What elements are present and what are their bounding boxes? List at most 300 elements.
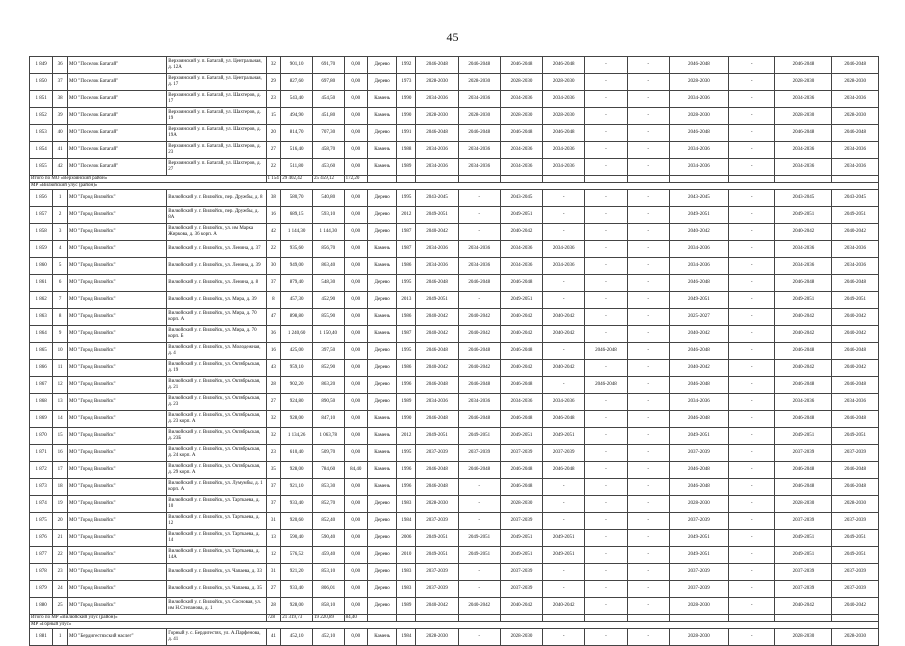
cell-repair-period-8: -	[728, 462, 774, 479]
cell-repair-period-2: 2046-2048	[458, 462, 500, 479]
total-residents: 728	[266, 615, 281, 622]
cell-repair-period-1: 2046-2048	[416, 411, 458, 428]
cell-wall-material: Дерево	[367, 125, 397, 142]
cell-row-number: 1 860	[30, 258, 53, 275]
cell-repair-period-3: 2034-2036	[500, 258, 542, 275]
cell-item-number: 12	[53, 377, 68, 394]
cell-repair-period-5: -	[585, 326, 627, 343]
cell-repair-period-2: -	[458, 190, 500, 207]
cell-build-year: 1996	[397, 479, 416, 496]
cell-item-number: 36	[53, 57, 68, 74]
empty-cell	[367, 176, 397, 183]
cell-repair-period-4: 2049-2051	[543, 428, 585, 445]
cell-repair-period-3: 2049-2051	[500, 547, 542, 564]
cell-address: Верхоянский у. п. Батагай, ул. Шахтеров, д. 19А	[167, 125, 266, 142]
cell-build-year: 1996	[397, 377, 416, 394]
cell-repair-period-6: -	[627, 581, 669, 598]
cell-total-area: 920,60	[281, 513, 313, 530]
cell-wall-material: Камень	[367, 629, 397, 646]
cell-total-area: 949,00	[281, 258, 313, 275]
cell-repair-period-10: 2040-2042	[832, 598, 879, 615]
cell-repair-period-10: 2040-2042	[832, 309, 879, 326]
cell-living-area: 784,60	[312, 462, 344, 479]
cell-repair-period-9: 2034-2036	[775, 91, 832, 108]
cell-row-number: 1 850	[30, 74, 53, 91]
cell-repair-period-2: 2028-2030	[458, 108, 500, 125]
cell-wall-material: Камень	[367, 326, 397, 343]
cell-repair-period-1: 2034-2036	[416, 91, 458, 108]
cell-wall-material: Дерево	[367, 513, 397, 530]
cell-repair-period-1: 2049-2051	[416, 207, 458, 224]
cell-repair-period-10: 2037-2039	[832, 564, 879, 581]
cell-wall-material: Дерево	[367, 496, 397, 513]
cell-repair-period-9: 2046-2048	[775, 57, 832, 74]
cell-total-area: 901,10	[281, 57, 313, 74]
cell-repair-period-9: 2034-2036	[775, 241, 832, 258]
cell-repair-period-9: 2034-2036	[775, 142, 832, 159]
cell-repair-period-3: 2034-2036	[500, 394, 542, 411]
cell-living-area: 697,80	[312, 74, 344, 91]
cell-repair-period-8: -	[728, 224, 774, 241]
cell-row-number: 1 851	[30, 91, 53, 108]
cell-repair-period-2: 2049-2051	[458, 428, 500, 445]
cell-nonliving-area: 0,00	[344, 411, 367, 428]
cell-total-area: 928,00	[281, 411, 313, 428]
cell-repair-period-2: -	[458, 479, 500, 496]
empty-cell	[416, 615, 458, 622]
cell-address: Вилюйский у. г. Вилюйск, ул. Тарткаева, д. 10	[167, 496, 266, 513]
cell-row-number: 1 862	[30, 292, 53, 309]
cell-municipality: МО "Город Вилюйск"	[68, 581, 167, 598]
cell-repair-period-2: 2034-2036	[458, 241, 500, 258]
cell-residents: 8	[266, 292, 281, 309]
cell-row-number: 1 866	[30, 360, 53, 377]
cell-repair-period-5: -	[585, 445, 627, 462]
cell-build-year: 1983	[397, 564, 416, 581]
cell-build-year: 1988	[397, 142, 416, 159]
empty-cell	[728, 176, 774, 183]
cell-repair-period-4: 2040-2042	[543, 360, 585, 377]
cell-residents: 37	[266, 275, 281, 292]
cell-repair-period-2: -	[458, 292, 500, 309]
cell-repair-period-6: -	[627, 224, 669, 241]
total-row	[30, 615, 879, 622]
cell-wall-material: Камень	[367, 479, 397, 496]
cell-repair-period-4: 2034-2036	[543, 258, 585, 275]
cell-repair-period-7: 2040-2042	[669, 224, 728, 241]
cell-nonliving-area: 0,00	[344, 207, 367, 224]
cell-build-year: 1991	[397, 125, 416, 142]
cell-repair-period-2: 2034-2036	[458, 258, 500, 275]
cell-repair-period-4: 2040-2042	[543, 598, 585, 615]
cell-item-number: 5	[53, 258, 68, 275]
cell-repair-period-4: 2034-2036	[543, 394, 585, 411]
cell-item-number: 23	[53, 564, 68, 581]
cell-residents: 35	[266, 462, 281, 479]
cell-repair-period-5: -	[585, 258, 627, 275]
cell-repair-period-7: 2043-2045	[669, 190, 728, 207]
cell-repair-period-8: -	[728, 428, 774, 445]
empty-cell	[775, 176, 832, 183]
cell-repair-period-6: -	[627, 428, 669, 445]
cell-repair-period-10: 2049-2051	[832, 428, 879, 445]
cell-repair-period-9: 2049-2051	[775, 547, 832, 564]
cell-total-area: 921,10	[281, 479, 313, 496]
table-row	[30, 564, 879, 581]
cell-repair-period-5: 2046-2048	[585, 377, 627, 394]
cell-repair-period-10: 2046-2048	[832, 479, 879, 496]
cell-repair-period-10: 2034-2036	[832, 142, 879, 159]
table-body	[30, 57, 879, 646]
cell-repair-period-3: 2034-2036	[500, 159, 542, 176]
cell-repair-period-7: 2049-2051	[669, 292, 728, 309]
total-total-area: 21 319,73	[281, 615, 313, 622]
cell-build-year: 1989	[397, 598, 416, 615]
cell-item-number: 22	[53, 547, 68, 564]
cell-repair-period-6: -	[627, 74, 669, 91]
cell-item-number: 6	[53, 275, 68, 292]
cell-wall-material: Камень	[367, 91, 397, 108]
cell-repair-period-6: -	[627, 564, 669, 581]
cell-residents: 32	[266, 57, 281, 74]
cell-wall-material: Камень	[367, 142, 397, 159]
cell-total-area: 879,40	[281, 275, 313, 292]
cell-municipality: МО "Поселок Батагай"	[68, 74, 167, 91]
cell-repair-period-3: 2046-2048	[500, 57, 542, 74]
cell-repair-period-3: 2040-2042	[500, 360, 542, 377]
cell-row-number: 1 870	[30, 428, 53, 445]
cell-address: Вилюйский у. г. Вилюйск, ул. Октябрьская, д. 24 корп. А	[167, 445, 266, 462]
cell-wall-material: Камень	[367, 258, 397, 275]
cell-build-year: 2010	[397, 547, 416, 564]
cell-address: Верхоянский у. п. Батагай, ул. Шахтеров, д. 27	[167, 159, 266, 176]
cell-wall-material: Дерево	[367, 292, 397, 309]
cell-repair-period-8: -	[728, 564, 774, 581]
cell-municipality: МО "Город Вилюйск"	[68, 241, 167, 258]
cell-total-area: 827,60	[281, 74, 313, 91]
cell-repair-period-6: -	[627, 547, 669, 564]
cell-repair-period-1: 2028-2030	[416, 629, 458, 646]
cell-repair-period-9: 2040-2042	[775, 224, 832, 241]
section-label: МР «Горный улус»	[30, 622, 879, 629]
cell-repair-period-6: -	[627, 479, 669, 496]
cell-build-year: 2006	[397, 530, 416, 547]
cell-repair-period-9: 2046-2048	[775, 479, 832, 496]
cell-residents: 36	[266, 326, 281, 343]
cell-repair-period-6: -	[627, 411, 669, 428]
table-row	[30, 343, 879, 360]
cell-repair-period-10: 2034-2036	[832, 258, 879, 275]
cell-repair-period-7: 2037-2039	[669, 445, 728, 462]
cell-repair-period-8: -	[728, 292, 774, 309]
cell-wall-material: Камень	[367, 108, 397, 125]
cell-repair-period-1: 2046-2048	[416, 479, 458, 496]
cell-repair-period-4: -	[543, 275, 585, 292]
cell-nonliving-area: 0,00	[344, 258, 367, 275]
table-row	[30, 377, 879, 394]
cell-living-area: 853,30	[312, 479, 344, 496]
cell-row-number: 1 864	[30, 326, 53, 343]
cell-repair-period-10: 2028-2030	[832, 629, 879, 646]
cell-repair-period-2: -	[458, 629, 500, 646]
cell-repair-period-2: 2034-2036	[458, 394, 500, 411]
cell-item-number: 3	[53, 224, 68, 241]
cell-repair-period-3: 2037-2039	[500, 564, 542, 581]
cell-repair-period-3: 2028-2030	[500, 74, 542, 91]
cell-repair-period-6: -	[627, 190, 669, 207]
cell-repair-period-2: 2046-2048	[458, 275, 500, 292]
cell-nonliving-area: 84,40	[344, 462, 367, 479]
cell-repair-period-6: -	[627, 462, 669, 479]
cell-repair-period-4: 2040-2042	[543, 326, 585, 343]
cell-repair-period-7: 2034-2036	[669, 142, 728, 159]
cell-repair-period-9: 2028-2030	[775, 74, 832, 91]
cell-repair-period-2: -	[458, 513, 500, 530]
cell-repair-period-3: 2028-2030	[500, 629, 542, 646]
cell-item-number: 19	[53, 496, 68, 513]
cell-residents: 27	[266, 581, 281, 598]
cell-item-number: 38	[53, 91, 68, 108]
total-residents: 1 154	[266, 176, 281, 183]
cell-repair-period-1: 2046-2048	[416, 57, 458, 74]
cell-repair-period-1: 2037-2039	[416, 513, 458, 530]
cell-item-number: 11	[53, 360, 68, 377]
cell-repair-period-8: -	[728, 258, 774, 275]
cell-wall-material: Дерево	[367, 190, 397, 207]
cell-repair-period-2: 2040-2042	[458, 598, 500, 615]
cell-nonliving-area: 0,00	[344, 377, 367, 394]
cell-row-number: 1 861	[30, 275, 53, 292]
cell-repair-period-1: 2046-2048	[416, 275, 458, 292]
empty-cell	[627, 176, 669, 183]
total-living-area: 19 220,89	[312, 615, 344, 622]
cell-wall-material: Дерево	[367, 377, 397, 394]
cell-repair-period-3: 2049-2051	[500, 207, 542, 224]
cell-repair-period-10: 2046-2048	[832, 462, 879, 479]
cell-total-area: 933,40	[281, 496, 313, 513]
section-label: МР «Вилюйский улус (район)»	[30, 183, 879, 190]
cell-municipality: МО "Город Вилюйск"	[68, 479, 167, 496]
cell-address: Вилюйский у. г. Вилюйск, ул. Октябрьская, д. 19	[167, 360, 266, 377]
cell-row-number: 1 849	[30, 57, 53, 74]
cell-wall-material: Камень	[367, 309, 397, 326]
total-total-area: 29 402,42	[281, 176, 313, 183]
cell-build-year: 1990	[397, 91, 416, 108]
cell-nonliving-area: 0,00	[344, 74, 367, 91]
cell-row-number: 1 878	[30, 564, 53, 581]
cell-nonliving-area: 0,00	[344, 91, 367, 108]
cell-residents: 23	[266, 445, 281, 462]
cell-wall-material: Дерево	[367, 598, 397, 615]
cell-repair-period-1: 2034-2036	[416, 159, 458, 176]
cell-build-year: 1984	[397, 629, 416, 646]
cell-repair-period-4: -	[543, 343, 585, 360]
cell-repair-period-10: 2049-2051	[832, 530, 879, 547]
cell-residents: 42	[266, 224, 281, 241]
cell-repair-period-5: -	[585, 428, 627, 445]
cell-residents: 30	[266, 258, 281, 275]
cell-repair-period-2: 2046-2048	[458, 125, 500, 142]
cell-repair-period-3: 2046-2048	[500, 411, 542, 428]
cell-residents: 23	[266, 91, 281, 108]
empty-cell	[500, 176, 542, 183]
cell-repair-period-5: -	[585, 190, 627, 207]
cell-living-area: 847,10	[312, 411, 344, 428]
table-row	[30, 462, 879, 479]
table-row	[30, 190, 879, 207]
cell-repair-period-6: -	[627, 598, 669, 615]
cell-repair-period-9: 2046-2048	[775, 125, 832, 142]
total-row	[30, 176, 879, 183]
cell-repair-period-8: -	[728, 445, 774, 462]
cell-repair-period-5: -	[585, 496, 627, 513]
cell-repair-period-5: -	[585, 309, 627, 326]
cell-repair-period-2: 2049-2051	[458, 530, 500, 547]
cell-repair-period-10: 2046-2048	[832, 57, 879, 74]
empty-cell	[416, 176, 458, 183]
cell-residents: 16	[266, 343, 281, 360]
cell-municipality: МО "Город Вилюйск"	[68, 377, 167, 394]
cell-item-number: 7	[53, 292, 68, 309]
cell-repair-period-10: 2049-2051	[832, 292, 879, 309]
cell-nonliving-area: 0,00	[344, 428, 367, 445]
cell-repair-period-3: 2046-2048	[500, 377, 542, 394]
cell-row-number: 1 859	[30, 241, 53, 258]
cell-repair-period-10: 2037-2039	[832, 513, 879, 530]
cell-residents: 47	[266, 309, 281, 326]
cell-municipality: МО "Город Вилюйск"	[68, 496, 167, 513]
cell-total-area: 928,00	[281, 598, 313, 615]
cell-municipality: МО "Бердигестяхский наслег"	[68, 629, 167, 646]
cell-item-number: 4	[53, 241, 68, 258]
cell-wall-material: Камень	[367, 428, 397, 445]
cell-repair-period-2: 2040-2042	[458, 309, 500, 326]
cell-repair-period-5: -	[585, 224, 627, 241]
cell-repair-period-1: 2040-2042	[416, 360, 458, 377]
total-label: Итого по МО «Верхоянский район»	[30, 176, 267, 183]
cell-repair-period-7: 2028-2030	[669, 598, 728, 615]
cell-build-year: 1987	[397, 326, 416, 343]
cell-nonliving-area: 0,00	[344, 343, 367, 360]
cell-repair-period-5: -	[585, 241, 627, 258]
cell-wall-material: Камень	[367, 462, 397, 479]
cell-residents: 16	[266, 207, 281, 224]
cell-repair-period-6: -	[627, 629, 669, 646]
cell-repair-period-7: 2046-2048	[669, 377, 728, 394]
empty-cell	[669, 615, 728, 622]
cell-living-area: 1 063,78	[312, 428, 344, 445]
empty-cell	[585, 176, 627, 183]
cell-nonliving-area: 0,00	[344, 224, 367, 241]
cell-address: Верхоянский у. п. Батагай, ул. Центральная, д. 17	[167, 74, 266, 91]
cell-repair-period-2: 2034-2036	[458, 91, 500, 108]
cell-repair-period-2: -	[458, 224, 500, 241]
cell-residents: 38	[266, 190, 281, 207]
cell-repair-period-8: -	[728, 159, 774, 176]
cell-address: Вилюйский у. г. Вилюйск, пер. Дружбы, д. 8	[167, 190, 266, 207]
cell-item-number: 37	[53, 74, 68, 91]
cell-municipality: МО "Город Вилюйск"	[68, 598, 167, 615]
cell-repair-period-4: 2028-2030	[543, 74, 585, 91]
cell-repair-period-8: -	[728, 275, 774, 292]
cell-address: Верхоянский у. п. Батагай, ул. Шахтеров, д. 17	[167, 91, 266, 108]
cell-repair-period-5: -	[585, 108, 627, 125]
cell-wall-material: Камень	[367, 241, 397, 258]
total-living-area: 25 459,12	[312, 176, 344, 183]
cell-repair-period-9: 2046-2048	[775, 462, 832, 479]
cell-repair-period-3: 2046-2048	[500, 462, 542, 479]
cell-repair-period-7: 2046-2048	[669, 411, 728, 428]
cell-repair-period-10: 2046-2048	[832, 343, 879, 360]
table-row	[30, 629, 879, 646]
cell-address: Вилюйский у. г. Вилюйск, ул. Тарткаева, д. 14А	[167, 547, 266, 564]
cell-living-area: 855,90	[312, 309, 344, 326]
cell-repair-period-4: -	[543, 564, 585, 581]
cell-repair-period-8: -	[728, 309, 774, 326]
cell-repair-period-10: 2046-2048	[832, 125, 879, 142]
cell-repair-period-9: 2028-2030	[775, 496, 832, 513]
cell-nonliving-area: 0,00	[344, 159, 367, 176]
cell-repair-period-3: 2037-2039	[500, 581, 542, 598]
cell-item-number: 25	[53, 598, 68, 615]
table-row	[30, 411, 879, 428]
cell-repair-period-1: 2040-2042	[416, 598, 458, 615]
empty-cell	[728, 615, 774, 622]
cell-repair-period-3: 2040-2042	[500, 598, 542, 615]
cell-total-area: 935,60	[281, 241, 313, 258]
cell-residents: 22	[266, 241, 281, 258]
table-row	[30, 275, 879, 292]
cell-total-area: 494,90	[281, 108, 313, 125]
cell-repair-period-7: 2034-2036	[669, 394, 728, 411]
cell-address: Верхоянский у. п. Батагай, ул. Центральная, д. 12А	[167, 57, 266, 74]
cell-repair-period-9: 2037-2039	[775, 513, 832, 530]
cell-wall-material: Дерево	[367, 343, 397, 360]
table-row	[30, 309, 879, 326]
cell-address: Вилюйский у. г. Вилюйск, ул. Октябрьская, д. 23 корп. А	[167, 411, 266, 428]
cell-repair-period-3: 2049-2051	[500, 428, 542, 445]
cell-repair-period-8: -	[728, 326, 774, 343]
cell-repair-period-8: -	[728, 360, 774, 377]
cell-repair-period-9: 2028-2030	[775, 108, 832, 125]
cell-repair-period-2: 2046-2048	[458, 57, 500, 74]
cell-build-year: 2013	[397, 292, 416, 309]
cell-repair-period-3: 2046-2048	[500, 125, 542, 142]
cell-repair-period-3: 2028-2030	[500, 496, 542, 513]
cell-build-year: 2012	[397, 207, 416, 224]
cell-item-number: 39	[53, 108, 68, 125]
cell-residents: 15	[266, 108, 281, 125]
table-row	[30, 530, 879, 547]
cell-build-year: 1983	[397, 496, 416, 513]
total-nonliving-area: 172,20	[344, 176, 367, 183]
cell-repair-period-10: 2028-2030	[832, 108, 879, 125]
table-row	[30, 91, 879, 108]
cell-residents: 22	[266, 159, 281, 176]
cell-item-number: 1	[53, 629, 68, 646]
cell-repair-period-1: 2034-2036	[416, 142, 458, 159]
cell-municipality: МО "Поселок Батагай"	[68, 108, 167, 125]
cell-repair-period-4: 2034-2036	[543, 241, 585, 258]
cell-address: Вилюйский у. г. Вилюйск, ул. Чапаева, д. 33	[167, 564, 266, 581]
cell-total-area: 959,10	[281, 360, 313, 377]
cell-address: Вилюйский у. г. Вилюйск, пер. Дружбы, д. 8А	[167, 207, 266, 224]
cell-living-area: 852,40	[312, 513, 344, 530]
cell-repair-period-8: -	[728, 108, 774, 125]
cell-repair-period-8: -	[728, 125, 774, 142]
cell-repair-period-4: -	[543, 207, 585, 224]
cell-row-number: 1 877	[30, 547, 53, 564]
